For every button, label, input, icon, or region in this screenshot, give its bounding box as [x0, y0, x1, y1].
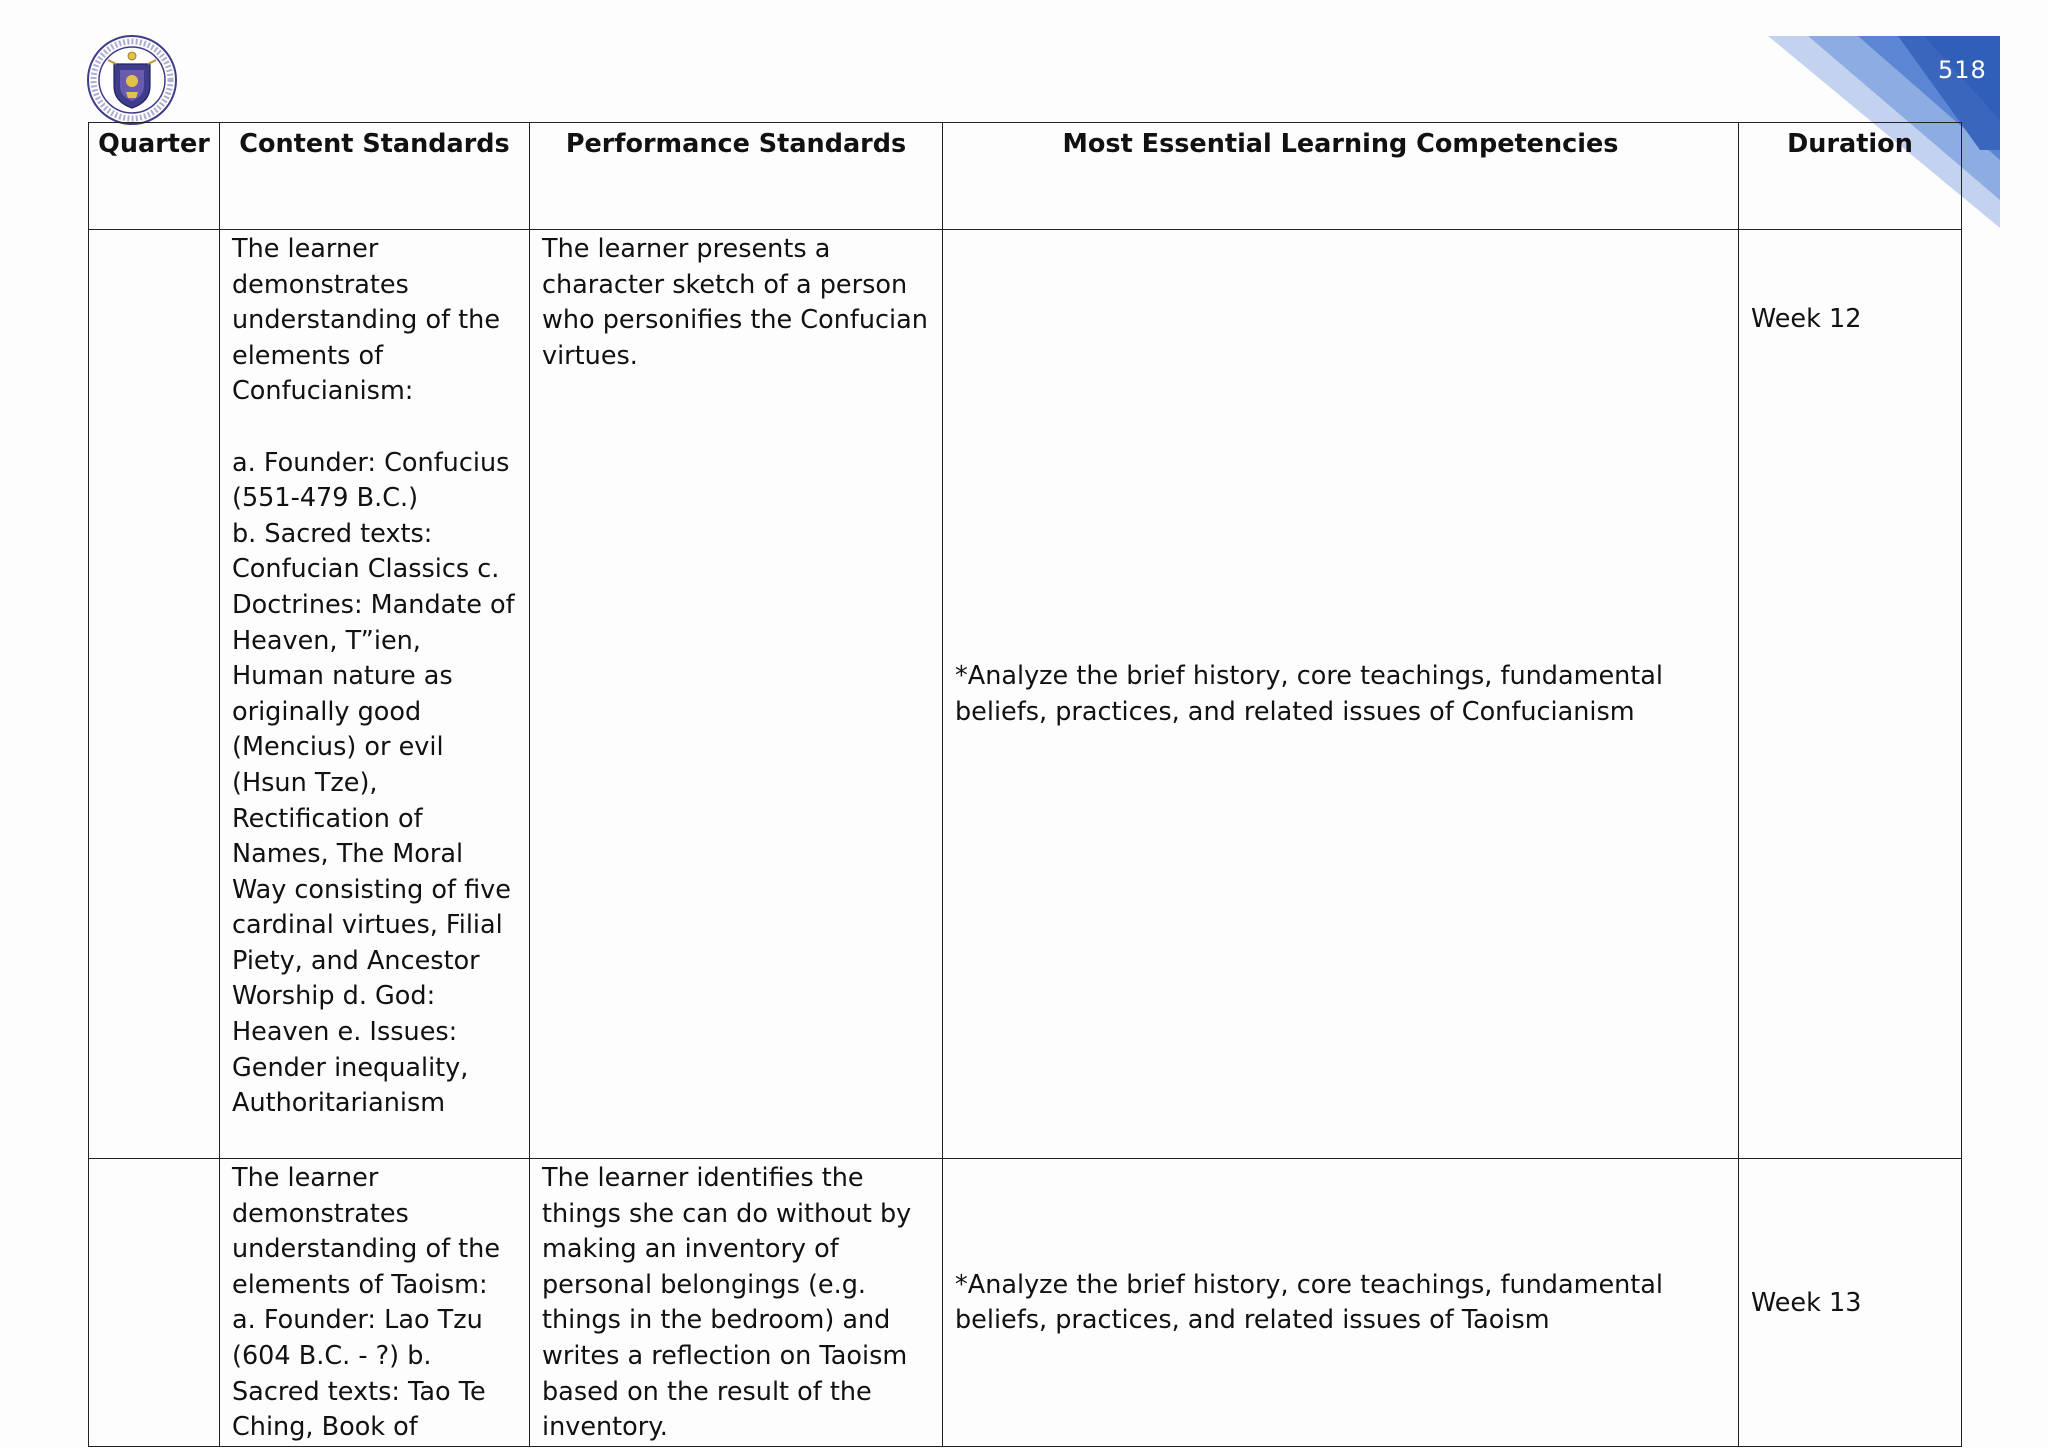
table-header-row [89, 123, 1962, 230]
cell-performance-standards: The learner identifies the things she can do without by making an inventory of personal belongings (e.g. things in the bedroom) and writes a reflection on Taoism based on the result of the inventory. [530, 1159, 943, 1447]
cell-duration: Week 13 [1739, 1159, 1962, 1447]
cell-melc: *Analyze the brief history, core teachings, fundamental beliefs, practices, and related issues of Taoism [943, 1159, 1739, 1447]
cell-content-standards: The learner demonstrates understanding of the elements of Taoism: a. Founder: Lao Tzu (604 B.C. - ?) b. Sacred texts: Tao Te Ching, Book of [220, 1159, 530, 1447]
cell-quarter [89, 1159, 220, 1447]
deped-seal-icon [86, 34, 178, 126]
cell-duration: Week 12 [1739, 230, 1962, 1159]
header-content-standards: Content Standards [220, 123, 530, 230]
cell-performance-standards: The learner presents a character sketch of a person who personifies the Confucian virtues. [530, 230, 943, 1159]
cell-quarter [89, 230, 220, 1159]
header-melc: Most Essential Learning Competencies [943, 123, 1739, 230]
table-row [89, 230, 1962, 1159]
header-performance-standards: Performance Standards [530, 123, 943, 230]
cell-melc: *Analyze the brief history, core teachings, fundamental beliefs, practices, and related issues of Confucianism [943, 230, 1739, 1159]
header-duration: Duration [1739, 123, 1962, 230]
page-number: 518 [1938, 56, 1987, 84]
cell-content-standards: The learner demonstrates understanding of the elements of Confucianism: a. Founder: Confucius (551-479 B.C.) b. Sacred texts: Confucian Classics c. Doctrines: Mandate of Heaven, T”ien, Human nature as originally good (Mencius) or evil (Hsun Tze), Rectification of Names, The Moral Way consisting of five cardinal virtues, Filial Piety, and Ancestor Worship d. God: Heaven e. Issues: Gender inequality, Authoritarianism [220, 230, 530, 1159]
header-quarter: Quarter [89, 123, 220, 230]
table-row [89, 1159, 1962, 1447]
curriculum-table [88, 122, 1962, 1447]
